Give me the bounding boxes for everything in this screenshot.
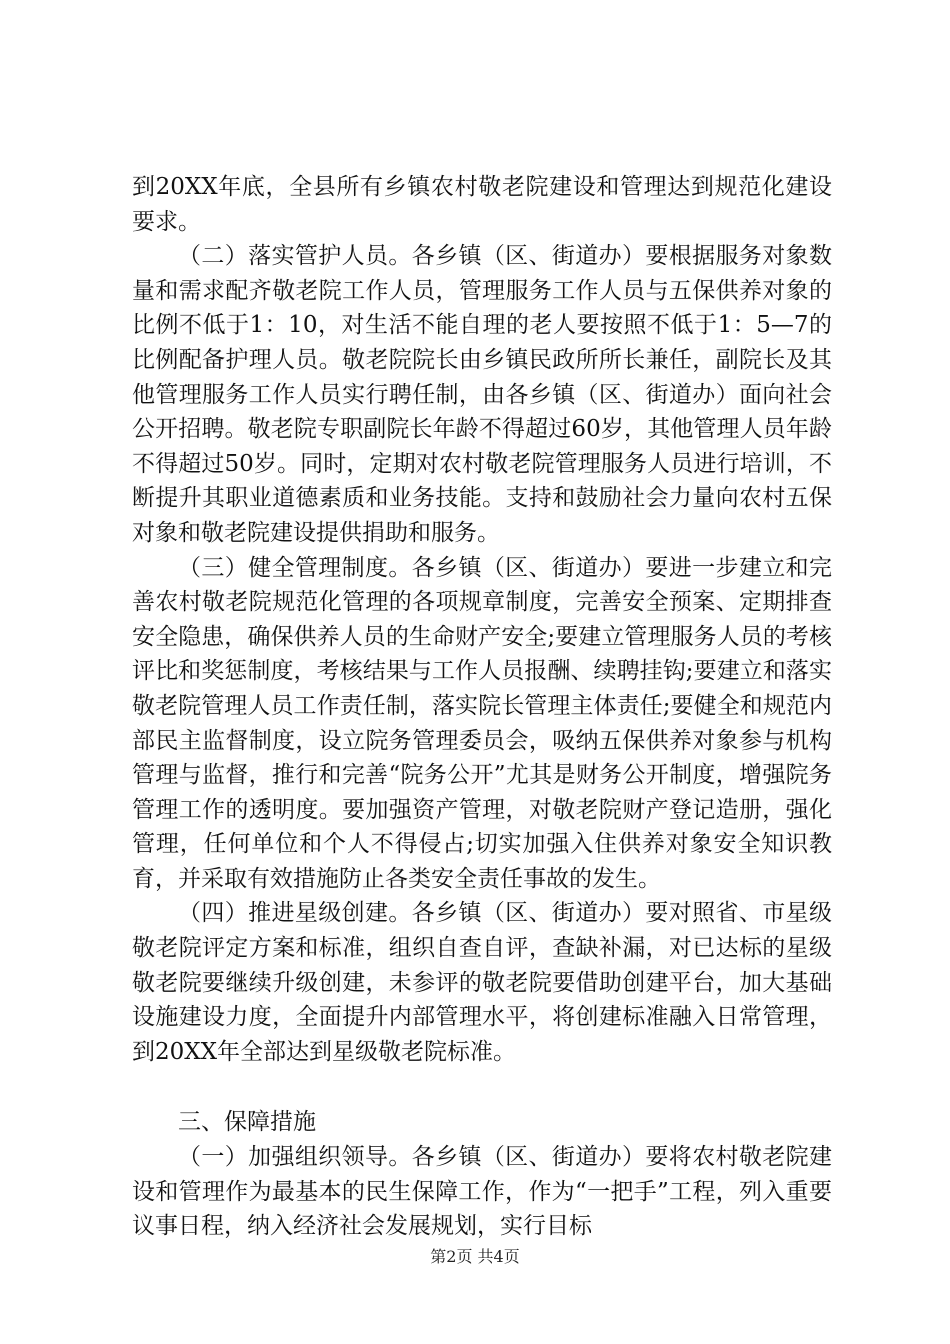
section-heading: 三、保障措施 <box>178 1109 316 1136</box>
paragraph-management-system: （三）健全管理制度。各乡镇（区、街道办）要进一步建立和完善农村敬老院规范化管理的各项规章制度，完善安全预案、定期排查安全隐患，确保供养人员的生命财产安全;要建立管理服务人员的考核评比和奖惩制度，考核结果与工作人员报酬、续聘挂钩;要建立和落实敬老院管理人员工作责任制，落实院长管理主体责任;要健全和规范内部民主监督制度，设立院务管理委员会，吸纳五保供养对象参与机构管理与监督，推行和完善“院务公开”尤其是财务公开制度，增强院务管理工作的透明度。要加强资产管理，对敬老院财产登记造册，强化管理，任何单位和个人不得侵占;切实加强入住供养对象安全知识教育，并采取有效措施防止各类安全责任事故的发生。 <box>132 554 832 892</box>
document-body <box>132 170 832 1244</box>
page-footer: 第2页 共4页 <box>430 1247 520 1266</box>
paragraph-staffing: （二）落实管护人员。各乡镇（区、街道办）要根据服务对象数量和需求配齐敬老院工作人员，管理服务工作人员与五保供养对象的比例不低于1：10，对生活不能自理的老人要按照不低于1：5—7的比例配备护理人员。敬老院院长由乡镇民政所所长兼任，副院长及其他管理服务工作人员实行聘任制，由各乡镇（区、街道办）面向社会公开招聘。敬老院专职副院长年龄不得超过60岁，其他管理人员年龄不得超过50岁。同时，定期对农村敬老院管理服务人员进行培训，不断提升其职业道德素质和业务技能。支持和鼓励社会力量向农村五保对象和敬老院建设提供捐助和服务。 <box>132 243 832 546</box>
paragraph-organization: （一）加强组织领导。各乡镇（区、街道办）要将农村敬老院建设和管理作为最基本的民生保障工作，作为“一把手”工程，列入重要议事日程，纳入经济社会发展规划，实行目标 <box>132 1144 832 1240</box>
paragraph-continuation: 到20XX年底，全县所有乡镇农村敬老院建设和管理达到规范化建设要求。 <box>132 174 832 235</box>
paragraph-star-rating: （四）推进星级创建。各乡镇（区、街道办）要对照省、市星级敬老院评定方案和标准，组织自查自评，查缺补漏，对已达标的星级敬老院要继续升级创建，未参评的敬老院要借助创建平台，加大基础设施建设力度，全面提升内部管理水平，将创建标准融入日常管理，到20XX年全部达到星级敬老院标准。 <box>132 900 832 1065</box>
